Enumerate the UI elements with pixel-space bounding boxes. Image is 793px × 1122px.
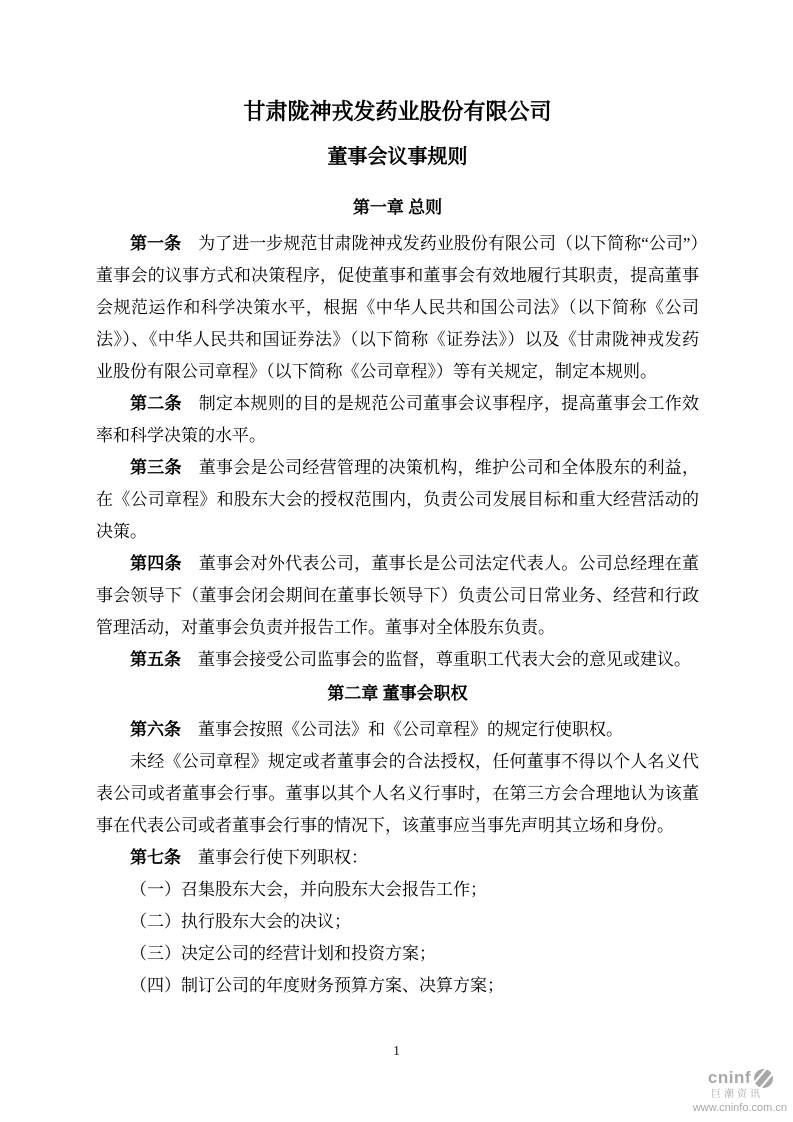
- chapter-heading: 第一章 总则: [352, 198, 443, 217]
- cninfo-brand-text: cninf: [707, 1068, 751, 1088]
- article-text: 董事会行使下列职权：: [198, 848, 368, 867]
- paragraph: [96, 746, 699, 842]
- article-number: 第二条: [130, 394, 182, 413]
- article-number: 第一条: [130, 234, 182, 253]
- paragraph: [96, 228, 699, 388]
- paragraph: [96, 388, 699, 452]
- article-text: （一）召集股东大会，并向股东大会报告工作；: [130, 880, 487, 899]
- article-number: 第三条: [130, 458, 182, 477]
- paragraph: [96, 548, 699, 644]
- paragraph: [96, 644, 699, 676]
- article-text: （三）决定公司的经营计划和投资方案；: [130, 944, 436, 963]
- article-text: 董事会对外代表公司，董事长是公司法定代表人。公司总经理在董事会领导下（董事会闭会期间在董事长领导下）负责公司日常业务、经营和行政管理活动，对董事会负责并报告工作。董事对全体股东负责。: [96, 554, 700, 637]
- cninfo-watermark: [677, 1069, 787, 1114]
- document-title: 甘肃陇神戎发药业股份有限公司: [243, 99, 552, 124]
- article-text: 董事会按照《公司法》和《公司章程》的规定行使职权。: [198, 720, 623, 739]
- paragraph: [96, 906, 699, 938]
- paragraph: [96, 714, 699, 746]
- cninfo-logo-row: [677, 1069, 787, 1088]
- cninfo-chinese-name: 巨潮资讯: [711, 1088, 763, 1100]
- article-number: 第六条: [130, 720, 181, 739]
- page-number: 1: [393, 1044, 400, 1059]
- paragraph: [96, 874, 699, 906]
- paragraph: [96, 842, 699, 874]
- article-text: （四）制订公司的年度财务预算方案、决算方案；: [130, 976, 504, 995]
- paragraph: [96, 938, 699, 970]
- paragraph: [96, 452, 699, 548]
- cninfo-swirl-icon: [754, 1069, 773, 1088]
- paragraph: [96, 970, 699, 1002]
- document-subtitle: 董事会议事规则: [327, 146, 468, 168]
- cninfo-url: www.cninfo.com.cn: [692, 1101, 787, 1114]
- article-text: 董事会是公司经营管理的决策机构，维护公司和全体股东的利益，在《公司章程》和股东大会的授权范围内，负责公司发展目标和重大经营活动的决策。: [96, 458, 700, 541]
- article-text: 为了进一步规范甘肃陇神戎发药业股份有限公司（以下简称“公司”）董事会的议事方式和决策程序，促使董事和董事会有效地履行其职责，提高董事会规范运作和科学决策水平，根据《中华人民共和国公司法》（以下简称《公司法》）、《中华人民共和国证券法》（以下简称《证券法》）以及《甘肃陇神戎发药业股份有限公司章程》（以下简称《公司章程》）等有关规定，制定本规则。: [96, 234, 700, 381]
- article-number: 第四条: [130, 554, 182, 573]
- chapter-heading: 第二章 董事会职权: [327, 684, 468, 703]
- article-number: 第五条: [130, 650, 181, 669]
- article-text: 董事会接受公司监事会的监督，尊重职工代表大会的意见或建议。: [198, 650, 691, 669]
- article-text: 制定本规则的目的是规范公司董事会议事程序，提高董事会工作效率和科学决策的水平。: [96, 394, 700, 445]
- article-text: 未经《公司章程》规定或者董事会的合法授权，任何董事不得以个人名义代表公司或者董事会行事。董事以其个人名义行事时，在第三方会合理地认为该董事在代表公司或者董事会行事的情况下，该董事应当事先声明其立场和身份。: [96, 752, 699, 835]
- article-text: （二）执行股东大会的决议；: [130, 912, 351, 931]
- document-sections: [96, 196, 699, 1002]
- article-number: 第七条: [130, 848, 181, 867]
